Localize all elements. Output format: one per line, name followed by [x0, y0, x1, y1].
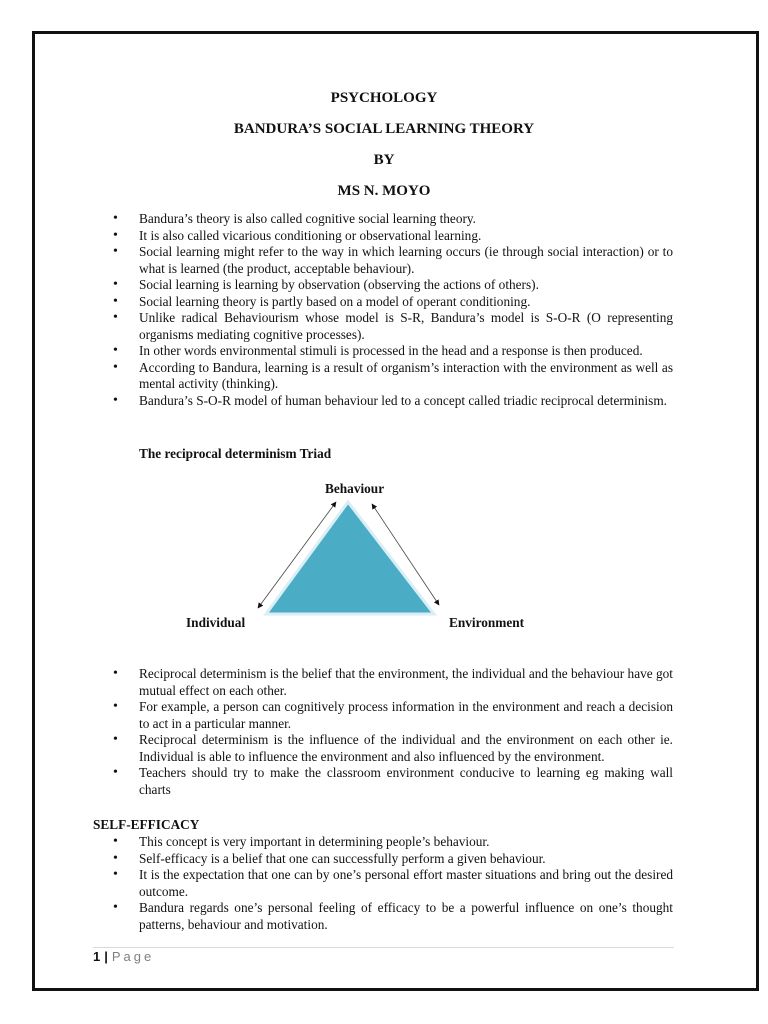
triad-heading: The reciprocal determinism Triad: [139, 446, 332, 461]
footer-separator: |: [104, 949, 108, 964]
list-item: • It is also called vicarious conditioning or observational learning.: [113, 228, 673, 245]
document-topic: BANDURA’S SOCIAL LEARNING THEORY: [233, 121, 535, 137]
footer-rule: [93, 947, 674, 948]
triad-label-environment: Environment: [449, 615, 525, 630]
list-item: • For example, a person can cognitively process information in the environment and reach a decision to act in a particular manner.: [113, 699, 673, 732]
list-item: • Social learning might refer to the way in which learning occurs (ie through social interaction) or to what is learned (the product, acceptable behaviour).: [113, 244, 673, 277]
determinism-bullet-list: [113, 666, 673, 798]
list-item: • Unlike radical Behaviourism whose model is S-R, Bandura’s model is S-O-R (O representing organisms mediating cognitive processes).: [113, 310, 673, 343]
document-subject: PSYCHOLOGY: [330, 90, 438, 106]
page-footer: [93, 949, 154, 964]
list-item: • Bandura regards one’s personal feeling of efficacy to be a powerful influence on one’s thought patterns, behaviour and motivation.: [113, 900, 673, 933]
list-item: • Self-efficacy is a belief that one can successfully perform a given behaviour.: [113, 851, 673, 868]
self-efficacy-heading: SELF-EFFICACY: [93, 817, 200, 832]
page-word: Page: [111, 949, 155, 964]
list-item: • Bandura’s S-O-R model of human behaviour led to a concept called triadic reciprocal determinism.: [113, 393, 673, 410]
triad-label-individual: Individual: [186, 615, 246, 630]
page-number: 1: [93, 949, 101, 964]
document-by: BY: [373, 152, 395, 168]
list-item: • It is the expectation that one can by one’s personal effort master situations and bring out the desired outcome.: [113, 867, 673, 900]
intro-bullet-list: [113, 211, 673, 409]
list-item: • In other words environmental stimuli is processed in the head and a response is then produced.: [113, 343, 673, 360]
self-efficacy-bullet-list: [113, 834, 673, 933]
list-item: • Reciprocal determinism is the influence of the individual and the environment on each other ie. Individual is able to influence the environment and also influenced by the environment.: [113, 732, 673, 765]
list-item: • Teachers should try to make the classroom environment conducive to learning eg making wall charts: [113, 765, 673, 798]
triad-diagram: [240, 490, 460, 625]
list-item: • Reciprocal determinism is the belief that the environment, the individual and the behaviour have got mutual effect on each other.: [113, 666, 673, 699]
triad-label-behaviour: Behaviour: [325, 481, 385, 496]
list-item: • According to Bandura, learning is a result of organism’s interaction with the environment as well as mental activity (thinking).: [113, 360, 673, 393]
document-author: MS N. MOYO: [337, 183, 431, 199]
list-item: • Social learning is learning by observation (observing the actions of others).: [113, 277, 673, 294]
triad-triangle: [266, 502, 434, 614]
list-item: • This concept is very important in determining people’s behaviour.: [113, 834, 673, 851]
list-item: • Social learning theory is partly based on a model of operant conditioning.: [113, 294, 673, 311]
list-item: • Bandura’s theory is also called cognitive social learning theory.: [113, 211, 673, 228]
